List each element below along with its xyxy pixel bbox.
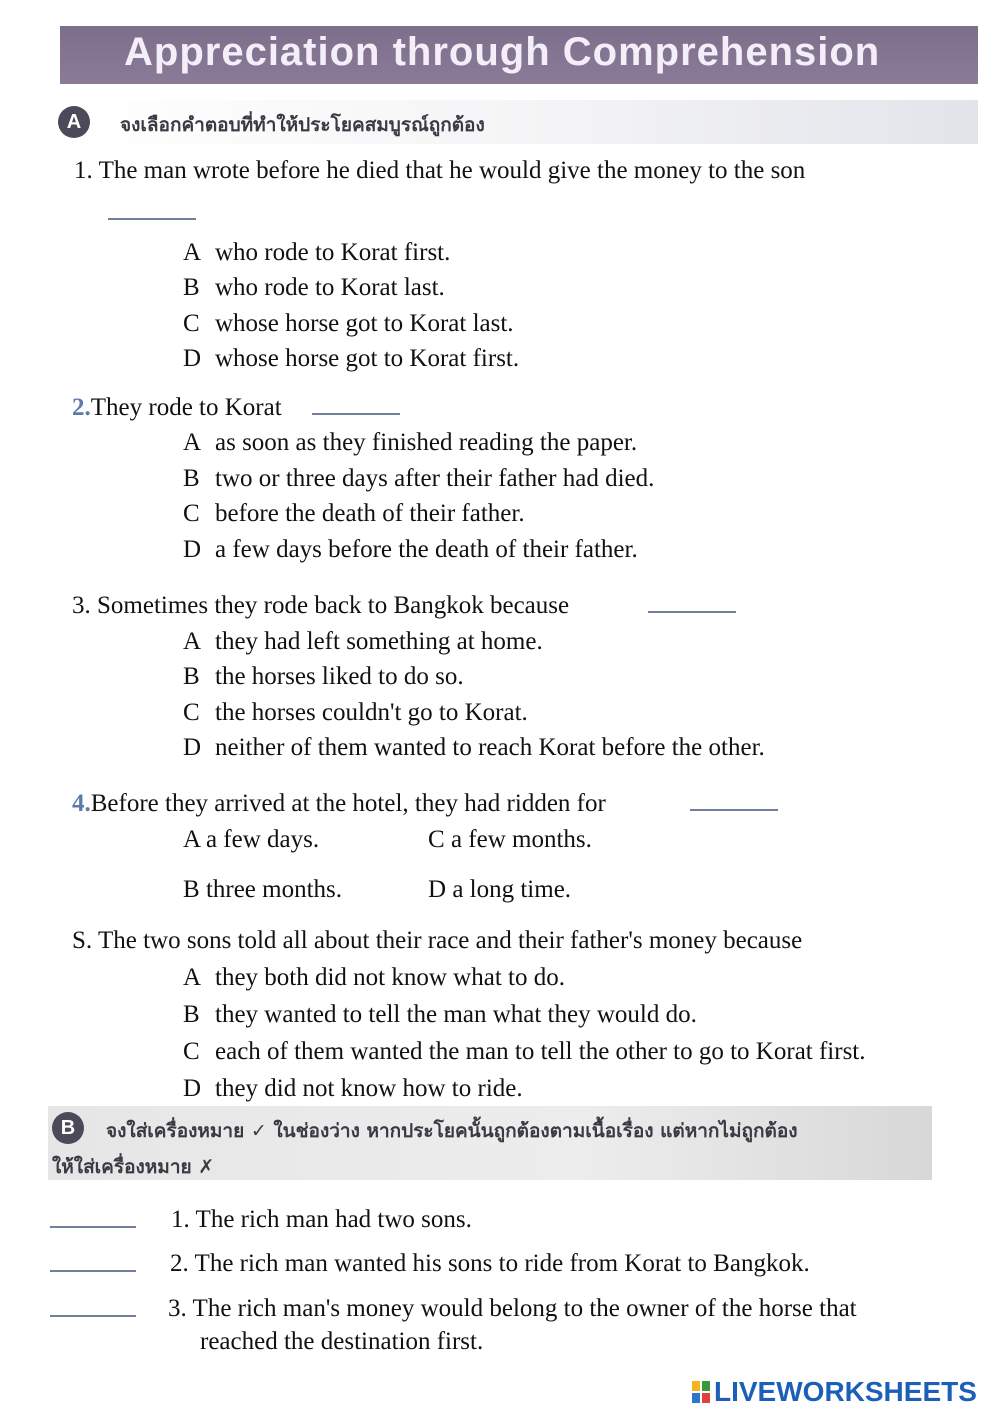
- option-q3-d[interactable]: D neither of them wanted to reach Korat before the other.: [183, 734, 765, 761]
- answer-blank-b1[interactable]: [50, 1226, 136, 1228]
- option-q2-a[interactable]: A as soon as they finished reading the paper.: [183, 429, 638, 456]
- liveworksheets-logo-icon: [692, 1381, 710, 1403]
- question-number: 4.: [72, 790, 91, 817]
- option-q4-a[interactable]: A a few days.: [183, 826, 320, 853]
- statement-b3: 3. The rich man's money would belong to the owner of the horse that: [168, 1295, 857, 1322]
- section-b-header: [48, 1106, 932, 1180]
- question-text: Sometimes they rode back to Bangkok because: [97, 592, 570, 619]
- question-3: [72, 591, 569, 621]
- page-title: Appreciation through Comprehension: [124, 30, 881, 74]
- logo-text: LIVEWORKSHEETS: [714, 1376, 977, 1407]
- answer-blank-q2[interactable]: [312, 413, 400, 415]
- answer-blank-q4[interactable]: [690, 809, 778, 811]
- section-a-header: [58, 100, 978, 144]
- section-a-badge: A: [58, 106, 90, 138]
- question-number: S.: [72, 927, 93, 954]
- question-5: [72, 926, 802, 956]
- section-b-badge: B: [52, 1112, 84, 1144]
- option-q5-d[interactable]: D they did not know how to ride.: [183, 1075, 523, 1102]
- option-q2-d[interactable]: D a few days before the death of their father.: [183, 536, 638, 563]
- question-2: [72, 393, 282, 423]
- answer-blank-q1[interactable]: [108, 218, 196, 220]
- option-q3-b[interactable]: B the horses liked to do so.: [183, 663, 464, 690]
- question-text: The two sons told all about their race and their father's money because: [97, 927, 803, 954]
- option-q1-c[interactable]: C whose horse got to Korat last.: [183, 310, 514, 337]
- option-q5-b[interactable]: B they wanted to tell the man what they would do.: [183, 1001, 697, 1028]
- answer-blank-b2[interactable]: [50, 1270, 136, 1272]
- question-text: Before they arrived at the hotel, they had ridden for: [90, 790, 606, 817]
- option-q2-c[interactable]: C before the death of their father.: [183, 500, 525, 527]
- title-banner: [60, 26, 978, 84]
- section-b-instruction-line2: ให้ใส่เครื่องหมาย ✗: [52, 1156, 215, 1178]
- option-q1-a[interactable]: A who rode to Korat first.: [183, 239, 451, 266]
- option-q4-b[interactable]: B three months.: [183, 876, 343, 903]
- answer-blank-b3[interactable]: [50, 1315, 136, 1317]
- option-q3-a[interactable]: A they had left something at home.: [183, 628, 543, 655]
- option-q5-a[interactable]: A they both did not know what to do.: [183, 964, 565, 991]
- question-text: They rode to Korat: [90, 394, 282, 421]
- question-4: [72, 789, 606, 819]
- question-number: 1.: [74, 157, 93, 184]
- option-q2-b[interactable]: B two or three days after their father had died.: [183, 465, 655, 492]
- section-b-instruction-line1: จงใส่เครื่องหมาย ✓ ในช่องว่าง หากประโยคนั้นถูกต้องตามเนื้อเรื่อง แต่หากไม่ถูกต้อง: [106, 1120, 798, 1142]
- answer-blank-q3[interactable]: [648, 611, 736, 613]
- option-q4-d[interactable]: D a long time.: [428, 876, 572, 903]
- option-q1-d[interactable]: D whose horse got to Korat first.: [183, 345, 520, 372]
- option-q4-c[interactable]: C a few months.: [428, 826, 592, 853]
- statement-b3-continuation: reached the destination first.: [200, 1328, 484, 1355]
- question-number: 2.: [72, 394, 91, 421]
- statement-b1: 1. The rich man had two sons.: [171, 1206, 472, 1233]
- option-q3-c[interactable]: C the horses couldn't go to Korat.: [183, 699, 528, 726]
- liveworksheets-logo: [692, 1376, 977, 1408]
- question-1: [74, 156, 805, 186]
- question-number: 3.: [72, 592, 91, 619]
- option-q1-b[interactable]: B who rode to Korat last.: [183, 274, 445, 301]
- option-q5-c[interactable]: C each of them wanted the man to tell the other to go to Korat first.: [183, 1038, 866, 1065]
- section-a-instruction: จงเลือกคำตอบที่ทำให้ประโยคสมบูรณ์ถูกต้อง: [120, 114, 485, 136]
- statement-b2: 2. The rich man wanted his sons to ride from Korat to Bangkok.: [170, 1250, 810, 1277]
- question-text: The man wrote before he died that he would give the money to the son: [98, 157, 806, 184]
